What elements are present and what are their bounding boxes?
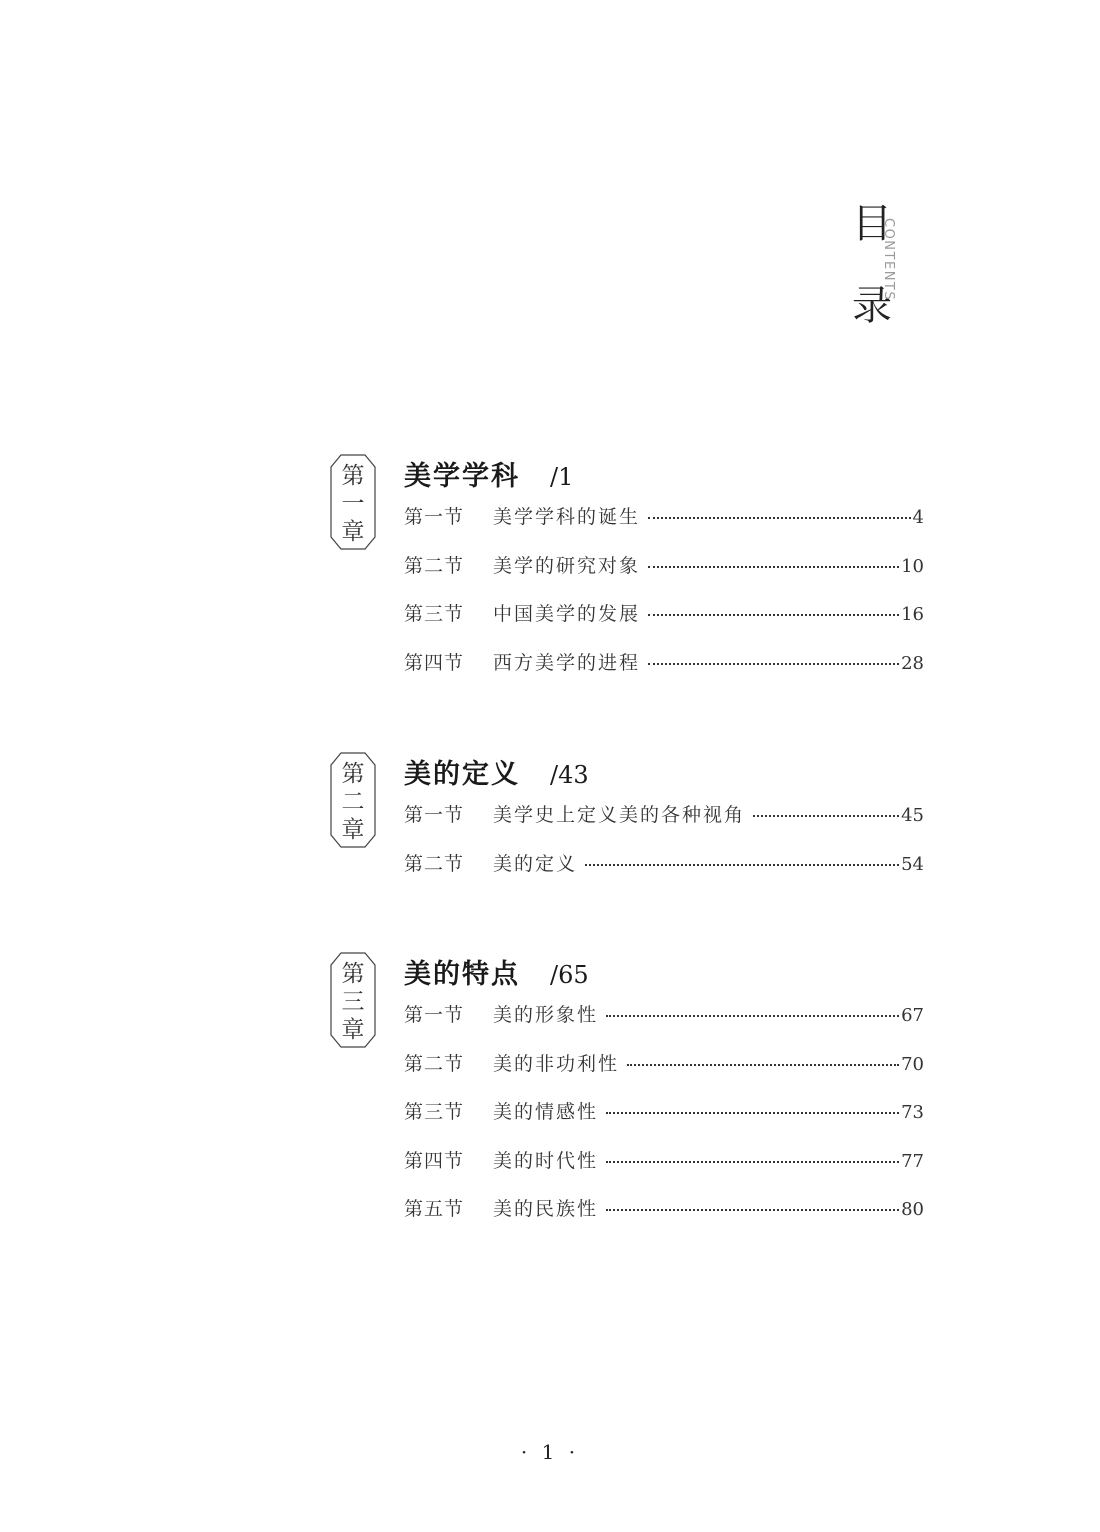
- dot-leader: [606, 1014, 899, 1017]
- section-page: 67: [901, 1005, 924, 1026]
- chapter-title: 美的定义: [404, 759, 520, 790]
- chapter-badge-char: 第: [341, 463, 365, 489]
- section-page: 28: [901, 652, 924, 674]
- section-number: 第二节: [404, 852, 465, 875]
- toc-entry[interactable]: [404, 1000, 924, 1049]
- toc-title-char: 目: [852, 201, 892, 247]
- dot-leader: [648, 613, 899, 616]
- chapter-title: 美学学科: [404, 461, 520, 492]
- dot-leader: [606, 1111, 899, 1114]
- section-list: [404, 1000, 924, 1243]
- toc-entry[interactable]: [404, 1097, 924, 1146]
- section-title: 美学学科的诞生: [493, 506, 641, 528]
- chapter-badge-char: 章: [341, 817, 365, 843]
- section-number: 第二节: [404, 1052, 465, 1075]
- section-number: 第二节: [404, 554, 465, 577]
- dot-leader: [606, 1160, 899, 1163]
- section-number: 第一节: [404, 1004, 465, 1026]
- section-page: 77: [901, 1150, 924, 1172]
- toc-title-english: CONTENTS: [881, 218, 896, 302]
- section-title: 美的形象性: [493, 1004, 599, 1026]
- section-title: 西方美学的进程: [493, 651, 641, 674]
- chapter-page: /1: [550, 463, 574, 491]
- dot-leader: [753, 814, 899, 817]
- section-page: 10: [901, 555, 924, 577]
- chapter-badge-char: 章: [341, 519, 365, 545]
- section-page: 73: [901, 1102, 924, 1123]
- section-title: 美的非功利性: [493, 1052, 620, 1075]
- dot-leader: [648, 516, 911, 519]
- chapter-badge: [330, 952, 376, 1048]
- dot-leader: [606, 1208, 899, 1211]
- section-title: 中国美学的发展: [493, 603, 641, 625]
- toc-entry[interactable]: [404, 648, 924, 697]
- chapter-badge-char: 第: [341, 961, 365, 987]
- chapter-page: /43: [550, 761, 589, 789]
- dot-leader: [585, 863, 899, 866]
- chapter-badge: [330, 752, 376, 848]
- toc-entry[interactable]: [404, 599, 924, 648]
- toc-entry[interactable]: [404, 1146, 924, 1195]
- section-page: 16: [901, 604, 924, 625]
- dot-leader: [648, 565, 899, 568]
- section-page: 70: [901, 1053, 924, 1075]
- section-page: 45: [901, 805, 924, 826]
- chapter-badge-char: 二: [341, 789, 365, 815]
- dot-leader: [648, 662, 899, 665]
- toc-entry[interactable]: [404, 1194, 924, 1243]
- dot-leader: [627, 1063, 899, 1066]
- toc-entry[interactable]: [404, 1049, 924, 1098]
- section-page: 54: [901, 853, 924, 875]
- section-page: 4: [912, 507, 924, 528]
- section-title: 美学的研究对象: [493, 554, 641, 577]
- chapter-badge-char: 一: [341, 491, 365, 517]
- chapter-page: /65: [550, 961, 589, 989]
- toc-entry[interactable]: [404, 849, 924, 898]
- section-number: 第三节: [404, 603, 465, 625]
- page-number: · 1 ·: [520, 1440, 580, 1464]
- chapter-heading[interactable]: [404, 454, 573, 490]
- section-title: 美的定义: [493, 852, 578, 875]
- section-number: 第四节: [404, 651, 465, 674]
- chapter-title: 美的特点: [404, 959, 520, 990]
- chapter-badge: [330, 454, 376, 550]
- section-title: 美学史上定义美的各种视角: [493, 804, 746, 826]
- toc-entry[interactable]: [404, 502, 924, 551]
- toc-entry[interactable]: [404, 800, 924, 849]
- chapter-heading[interactable]: [404, 952, 589, 988]
- chapter-badge-char: 章: [341, 1017, 365, 1043]
- chapter-badge-char: 三: [341, 989, 365, 1015]
- chapter-badge-char: 第: [341, 761, 365, 787]
- toc-entry[interactable]: [404, 551, 924, 600]
- section-number: 第一节: [404, 804, 465, 826]
- section-number: 第一节: [404, 506, 465, 528]
- section-title: 美的民族性: [493, 1198, 599, 1220]
- section-title: 美的时代性: [493, 1149, 599, 1172]
- toc-title-char: 录: [852, 283, 892, 329]
- section-number: 第四节: [404, 1149, 465, 1172]
- section-list: [404, 502, 924, 696]
- section-title: 美的情感性: [493, 1101, 599, 1123]
- section-list: [404, 800, 924, 897]
- section-page: 80: [901, 1199, 924, 1220]
- section-number: 第五节: [404, 1198, 465, 1220]
- chapter-heading[interactable]: [404, 752, 589, 788]
- section-number: 第三节: [404, 1101, 465, 1123]
